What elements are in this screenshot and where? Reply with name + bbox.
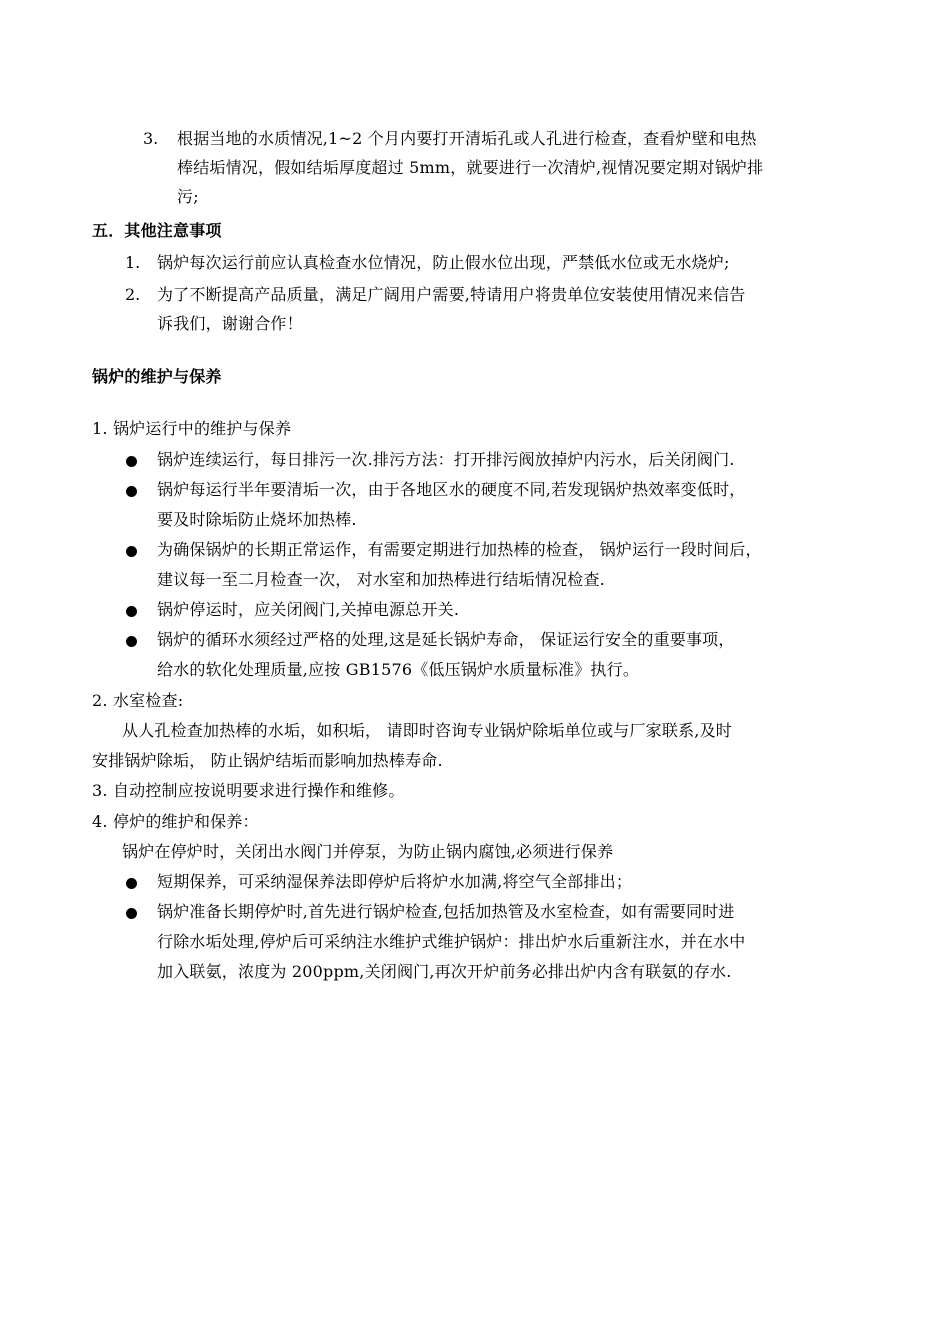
bullet-line: 锅炉准备长期停炉时,首先进行锅炉检查,包括加热管及水室检查，如有需要同时进 — [157, 902, 735, 921]
list-item-line: 为了不断提高产品质量，满足广阔用户需要,特请用户将贵单位安装使用情况来信告 — [157, 285, 746, 304]
subsection-heading: 4. 停炉的维护和保养： — [92, 812, 259, 831]
bullet-line: 加入联氨，浓度为 200ppm,关闭阀门,再次开炉前务必排出炉内含有联氨的存水. — [157, 962, 732, 981]
subsection-heading: 3. 自动控制应按说明要求进行操作和维修。 — [92, 781, 405, 800]
bullet-line: 锅炉连续运行，每日排污一次.排污方法：打开排污阀放掉炉内污水，后关闭阀门. — [157, 450, 735, 469]
section-heading: 五．其他注意事项 — [92, 221, 222, 240]
bullet-line: 锅炉停运时，应关闭阀门,关掉电源总开关. — [157, 600, 460, 619]
list-number: 2. — [125, 285, 141, 304]
list-item-line: 污; — [177, 187, 199, 206]
bullet-icon — [126, 606, 137, 617]
bullet-line: 行除水垢处理,停炉后可采纳注水维护式维护锅炉：排出炉水后重新注水，并在水中 — [157, 932, 746, 951]
paragraph-line: 锅炉在停炉时，关闭出水阀门并停泵，为防止锅内腐蚀,必须进行保养 — [122, 842, 614, 861]
bullet-line: 锅炉每运行半年要清垢一次，由于各地区水的硬度不同,若发现锅炉热效率变低时， — [157, 480, 746, 499]
list-item-line: 根据当地的水质情况,1~2 个月内要打开清垢孔或人孔进行检查，查看炉壁和电热 — [177, 129, 757, 148]
bullet-icon — [126, 908, 137, 919]
list-number: 3. — [143, 129, 159, 148]
bullet-icon — [126, 486, 137, 497]
bullet-line: 短期保养，可采纳湿保养法即停炉后将炉水加满,将空气全部排出； — [157, 872, 633, 891]
list-number: 1. — [125, 253, 141, 272]
bullet-line: 建议每一至二月检查一次， 对水室和加热棒进行结垢情况检查. — [157, 570, 605, 589]
bullet-line: 给水的软化处理质量,应按 GB1576《低压锅炉水质量标准》执行。 — [157, 660, 640, 679]
bullet-line: 锅炉的循环水须经过严格的处理,这是延长锅炉寿命， 保证运行安全的重要事项， — [157, 630, 735, 649]
subsection-heading: 1. 锅炉运行中的维护与保养 — [92, 419, 292, 438]
bullet-line: 为确保锅炉的长期正常运作，有需要定期进行加热棒的检查， 锅炉运行一段时间后， — [157, 540, 762, 559]
bullet-icon — [126, 456, 137, 467]
subsection-heading: 2. 水室检查: — [92, 691, 184, 710]
bullet-icon — [126, 636, 137, 647]
list-item-line: 诉我们，谢谢合作！ — [157, 314, 303, 333]
bullet-icon — [126, 878, 137, 889]
list-item-line: 锅炉每次运行前应认真检查水位情况，防止假水位出现，严禁低水位或无水烧炉; — [157, 253, 730, 272]
list-item-line: 棒结垢情况，假如结垢厚度超过 5mm，就要进行一次清炉,视情况要定期对锅炉排 — [177, 158, 764, 177]
paragraph-line: 从人孔检查加热棒的水垢，如积垢， 请即时咨询专业锅炉除垢单位或与厂家联系,及时 — [122, 721, 732, 740]
paragraph-line: 安排锅炉除垢， 防止锅炉结垢而影响加热棒寿命. — [92, 751, 443, 770]
section-title: 锅炉的维护与保养 — [92, 367, 222, 386]
bullet-icon — [126, 546, 137, 557]
bullet-line: 要及时除垢防止烧坏加热棒. — [157, 510, 357, 529]
